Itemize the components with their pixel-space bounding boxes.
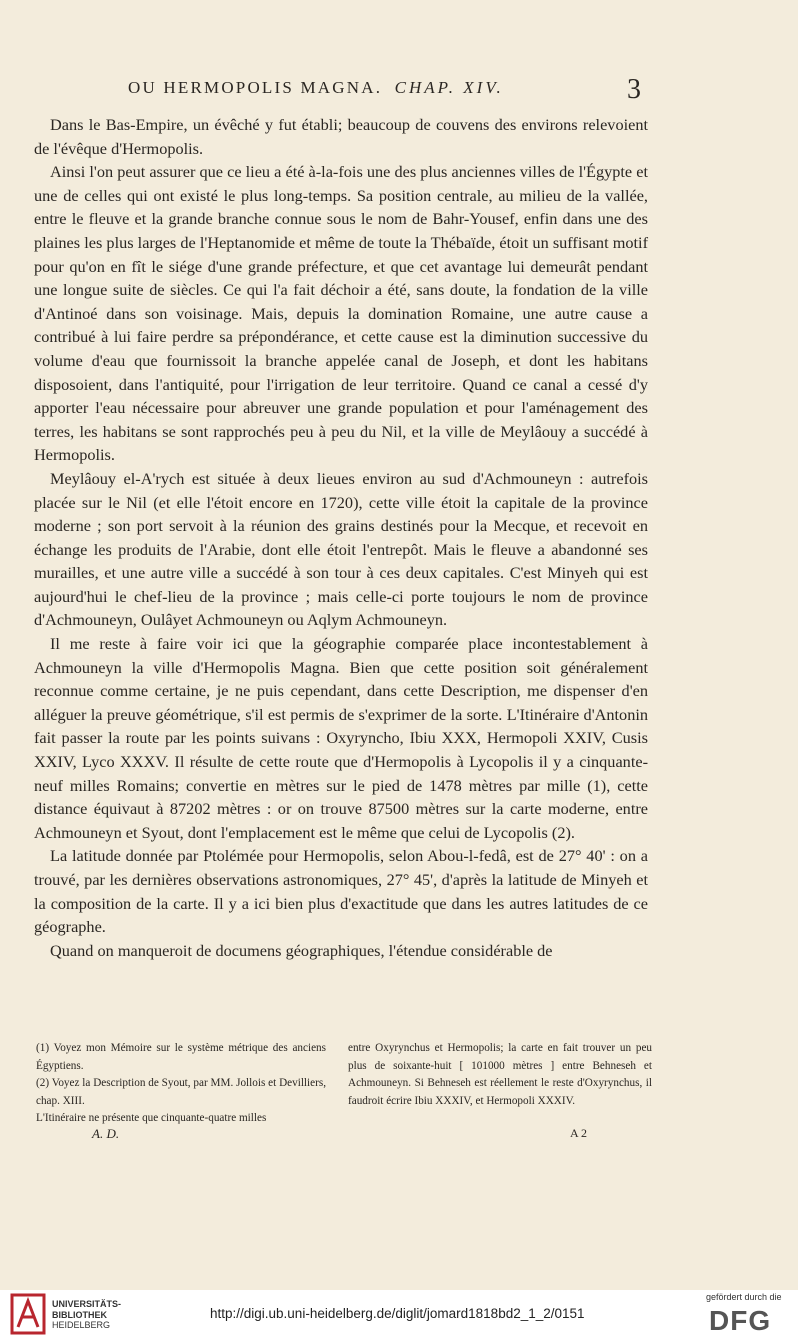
library-name-line2: BIBLIOTHEK [52,1309,107,1320]
body-text [34,113,648,962]
paragraph: Il me reste à faire voir ici que la géographie comparée place incontestablement à Achmouneyn la ville d'Hermopolis Magna. Bien que cette position soit généralement reconnue comme certaine, je ne puis cependant, dans cette Description, me dispenser d'en alléguer la preuve géométrique, s'il est permis de s'exprimer de la sorte. L'Itinéraire d'Antonin fait passer la route par les points suivans : Oxyryncho, Ibiu XXX, Hermopoli XXIV, Cusis XXIV, Lyco XXXV. Il résulte de cette route que d'Hermopolis à Lycopolis il y a cinquante-neuf milles Romains; convertie en mètres sur le pied de 1478 mètres par mille (1), cette distance équivaut à 87202 mètres : or on trouve 87500 mètres sur la carte moderne, entre Achmouneyn et Syout, dont l'emplacement est le même que celui de Lycopolis (2). [34,634,648,842]
chapter-label: CHAP. XIV. [394,78,504,97]
viewer-footer [0,1290,798,1343]
dfg-logo[interactable] [706,1292,796,1342]
library-name-line1: UNIVERSITÄTS- [52,1299,122,1309]
page-url-link[interactable]: http://digi.ub.uni-heidelberg.de/diglit/jomard1818bd2_1_2/0151 [210,1306,585,1321]
signature-right: A 2 [570,1126,588,1140]
footnote: L'Itinéraire ne présente que cinquante-quatre milles [36,1112,267,1125]
dfg-wordmark: DFG [709,1305,772,1336]
running-head [128,78,504,98]
paragraph: La latitude donnée par Ptolémée pour Hermopolis, selon Abou-l-fedâ, est de 27° 40' : on a trouvé, par les dernières observations astronomiques, 27° 45', d'après la latitude de Minyeh et la composition de la carte. Il y a ici bien plus d'exactitude que dans les autres latitudes de ce géographe. [34,846,648,937]
paragraph: Quand on manqueroit de documens géographiques, l'étendue considérable de [50,940,553,960]
footnote: (2) Voyez la Description de Syout, par MM. Jollois et Devilliers, chap. XIII. [36,1077,326,1107]
footnote: entre Oxyrynchus et Hermopolis; la carte en fait trouver un peu plus de soixante-huit [ 101000 mètres ] entre Behneseh et Achmouneyn. Si Behneseh est réellement le reste d'Oxyrynchus, il faudroit écrire Ibiu XXXIV, et Hermopoli XXXIV. [348,1042,652,1107]
library-name-line3: HEIDELBERG [52,1320,111,1330]
paragraph: Ainsi l'on peut assurer que ce lieu a été à-la-fois une des plus anciennes villes de l'Égypte et une de celles qui ont existé le plus long-temps. Sa position centrale, au milieu de la vallée, entre le fleuve et la grande branche connue sous le nom de Bahr-Yousef, enfin dans une des plaines les plus larges de l'Heptanomide et même de toute la Thébaïde, étoit un suffisant motif pour qu'on en fît le siége d'une grande préfecture, et que cet avantage lui demeurât pendant une longue suite de siècles. Ce qui l'a fait déchoir a été, sans doute, la fondation de la ville d'Antinoé dans son voisinage. Mais, depuis la domination Romaine, une autre cause a contribué à lui faire perdre sa prépondérance, et cette cause est la diminution successive du volume d'eau que fournissoit la branche appelée canal de Joseph, et dont les habitans disposoient, dans l'antiquité, pour l'irrigation de leur territoire. Quand ce canal a cessé d'y apporter l'eau nécessaire pour abreuver une grande population et pour l'aménagement des terres, les habitans se sont rapprochés peu à peu du Nil, et la ville de Meylâouy a succédé à Hermopolis. [34,162,648,465]
signature-left: A. D. [92,1126,120,1141]
footnote: (1) Voyez mon Mémoire sur le système métrique des anciens Égyptiens. [36,1042,326,1072]
running-title: OU HERMOPOLIS MAGNA. [128,78,383,97]
paragraph: Meylâouy el-A'rych est située à deux lieues environ au sud d'Achmouneyn : autrefois placée sur le Nil (et elle l'étoit encore en 1720), cette ville étoit la capitale de la province moderne ; son port servoit à la réunion des grains destinés pour la Mecque, et recevoit en échange les produits de l'Arabie, dont elle étoit l'entrepôt. Mais le fleuve a abandonné ses murailles, et une autre ville a succédé à son tour à ces deux capitales. C'est Minyeh qui est aujourd'hui le chef-lieu de la province ; mais celle-ci porte toujours le nom de province d'Achmouneyn, Oulâyet Achmouneyn ou Aqlym Achmouneyn. [34,468,648,630]
footnotes-right-column [348,1040,652,1110]
funded-by-text: gefördert durch die [706,1292,782,1302]
library-emblem-icon [10,1293,46,1335]
university-library-logo[interactable] [8,1291,168,1341]
paragraph: Dans le Bas-Empire, un évêché y fut établi; beaucoup de couvens des environs relevoient de l'évêque d'Hermopolis. [34,115,648,158]
footnotes-left-column [36,1040,326,1128]
page-number: 3 [627,74,641,105]
library-name [52,1299,121,1331]
